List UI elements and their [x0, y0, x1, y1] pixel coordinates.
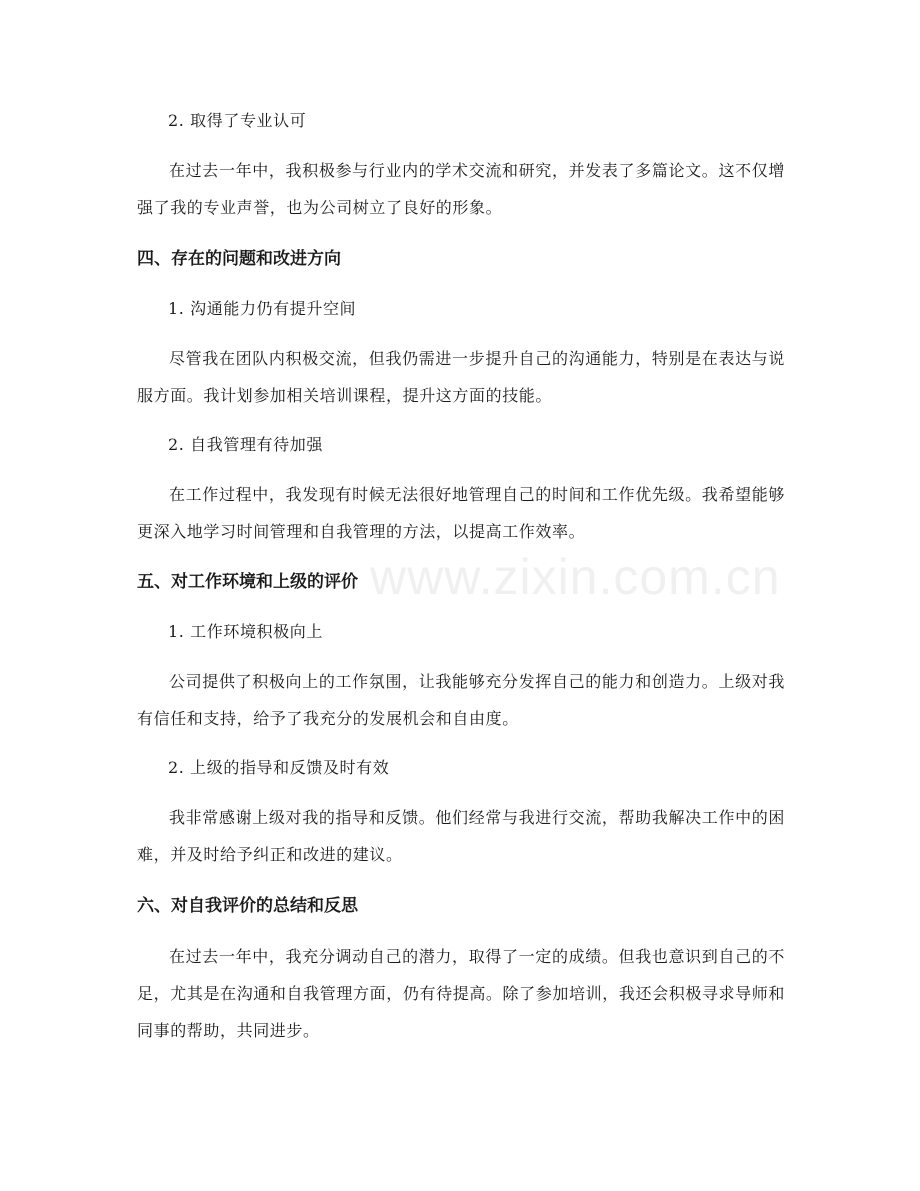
paragraph-supervisor-guidance: 我非常感谢上级对我的指导和反馈。他们经常与我进行交流，帮助我解决工作中的困难，并及时给予纠正和改进的建议。 — [137, 808, 785, 864]
subheading-work-environment: 1. 工作环境积极向上 — [168, 622, 323, 641]
subheading-communication: 1. 沟通能力仍有提升空间 — [168, 299, 357, 318]
subheading-professional-recognition: 2. 取得了专业认可 — [168, 111, 307, 130]
paragraph-professional-recognition: 在过去一年中，我积极参与行业内的学术交流和研究，并发表了多篇论文。这不仅增强了我的专业声誉，也为公司树立了良好的形象。 — [137, 161, 785, 217]
paragraph-summary: 在过去一年中，我充分调动自己的潜力，取得了一定的成绩。但我也意识到自己的不足，尤其是在沟通和自我管理方面，仍有待提高。除了参加培训，我还会积极寻求导师和同事的帮助，共同进步。 — [137, 947, 785, 1040]
watermark: www.zixin.com.cn — [370, 549, 781, 605]
paragraph-work-environment: 公司提供了积极向上的工作氛围，让我能够充分发挥自己的能力和创造力。上级对我有信任和支持，给予了我充分的发展机会和自由度。 — [137, 672, 785, 728]
section-heading-summary: 六、对自我评价的总结和反思 — [137, 896, 358, 916]
paragraph-communication: 尽管我在团队内积极交流，但我仍需进一步提升自己的沟通能力，特别是在表达与说服方面。我计划参加相关培训课程，提升这方面的技能。 — [137, 349, 785, 405]
paragraph-self-management: 在工作过程中，我发现有时候无法很好地管理自己的时间和工作优先级。我希望能够更深入地学习时间管理和自我管理的方法，以提高工作效率。 — [137, 485, 785, 541]
section-heading-problems: 四、存在的问题和改进方向 — [137, 249, 341, 269]
section-heading-environment: 五、对工作环境和上级的评价 — [137, 572, 358, 592]
subheading-supervisor-guidance: 2. 上级的指导和反馈及时有效 — [168, 758, 390, 777]
subheading-self-management: 2. 自我管理有待加强 — [168, 435, 323, 454]
